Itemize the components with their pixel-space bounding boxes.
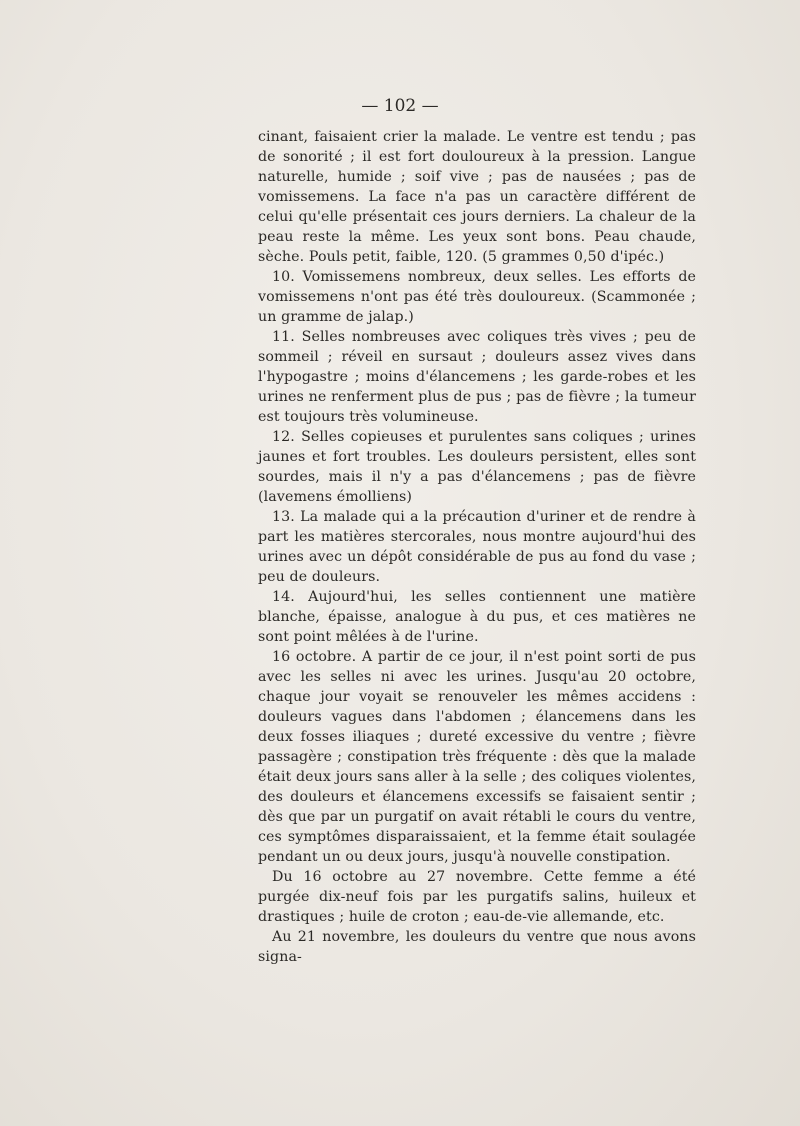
paragraph: 10. Vomissemens nombreux, deux selles. Les efforts de vomissemens n'ont pas été très douloureux. (Scammonée ; un gramme de jalap.) [258,269,696,325]
body-text [258,127,696,967]
paragraph: Au 21 novembre, les douleurs du ventre que nous avons signa- [258,929,696,965]
paragraph: 13. La malade qui a la précaution d'uriner et de rendre à part les matières stercorales, nous montre aujourd'hui des urines avec un dépôt considérable de pus au fond du vase ; peu de douleurs. [258,509,696,585]
paragraph: cinant, faisaient crier la malade. Le ventre est tendu ; pas de sonorité ; il est fort douloureux à la pression. Langue naturelle, humide ; soif vive ; pas de nausées ; pas de vomissemens. La face n'a pas un caractère différent de celui qu'elle présentait ces jours derniers. La chaleur de la peau reste la même. Les yeux sont bons. Peau chaude, sèche. Pouls petit, faible, 120. (5 grammes 0,50 d'ipéc.) [258,129,696,265]
paragraph: 11. Selles nombreuses avec coliques très vives ; peu de sommeil ; réveil en sursaut ; douleurs assez vives dans l'hypogastre ; moins d'élancemens ; les garde-robes et les urines ne renferment plus de pus ; pas de fièvre ; la tumeur est toujours très volumineuse. [258,329,696,425]
paragraph: Du 16 octobre au 27 novembre. Cette femme a été purgée dix-neuf fois par les purgatifs salins, huileux et drastiques ; huile de croton ; eau-de-vie allemande, etc. [258,869,696,925]
paragraph: 14. Aujourd'hui, les selles contiennent une matière blanche, épaisse, analogue à du pus, et ces matières ne sont point mêlées à de l'urine. [258,589,696,645]
paragraph: 12. Selles copieuses et purulentes sans coliques ; urines jaunes et fort troubles. Les douleurs persistent, elles sont sourdes, mais il n'y a pas d'élancemens ; pas de fièvre (lavemens émolliens) [258,429,696,505]
page-number: — 102 — [361,96,439,116]
paragraph: 16 octobre. A partir de ce jour, il n'est point sorti de pus avec les selles ni avec les urines. Jusqu'au 20 octobre, chaque jour voyait se renouveler les mêmes accidens : douleurs vagues dans l'abdomen ; élancemens dans les deux fosses iliaques ; dureté excessive du ventre ; fièvre passagère ; constipation très fréquente : dès que la malade était deux jours sans aller à la selle ; des coliques violentes, des douleurs et élancemens excessifs se faisaient sentir ; dès que par un purgatif on avait rétabli le cours du ventre, ces symptômes disparaissaient, et la femme était soulagée pendant un ou deux jours, jusqu'à nouvelle constipation. [258,649,696,865]
